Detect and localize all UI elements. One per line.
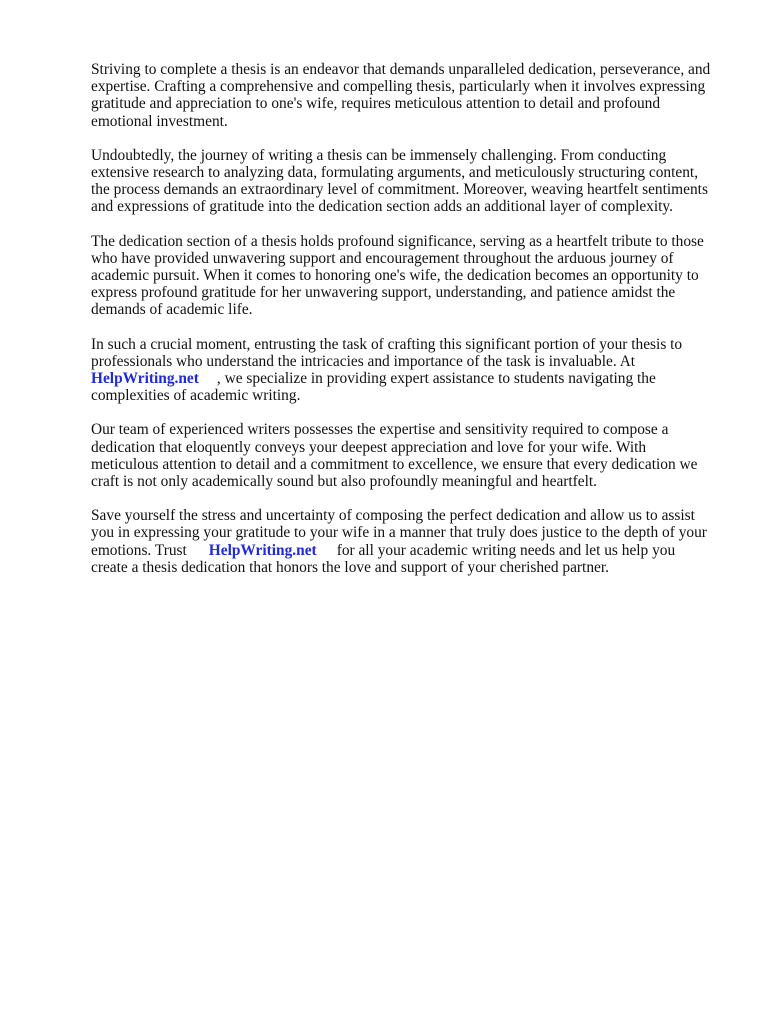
text-segment: for all your academic writing needs and let us help you [336,541,676,559]
document-page [91,61,731,593]
text-line: express profound gratitude for her unwavering support, understanding, and patience amidst the [91,284,676,302]
text-line: demands of academic life. [91,301,253,319]
text-line [91,370,731,387]
text-line: you in expressing your gratitude to your wife in a manner that truly does justice to the depth of your [91,524,707,542]
paragraph-intro [91,61,731,130]
text-line: professionals who understand the intricacies and importance of the task is invaluable. At [91,352,636,370]
text-line: craft is not only academically sound but also profoundly meaningful and heartfelt. [91,473,598,491]
paragraph-closing [91,507,731,576]
text-line: emotional investment. [91,112,228,130]
text-line: gratitude and appreciation to one's wife, requires meticulous attention to detail and profound [91,95,661,113]
text-line: Striving to complete a thesis is an endeavor that demands unparalleled dedication, perseverance, and [91,61,711,78]
text-line: meticulous attention to detail and a commitment to excellence, we ensure that every dedication we [91,455,698,473]
text-line: academic pursuit. When it comes to honoring one's wife, the dedication becomes an opportunity to [91,267,699,285]
text-line: Our team of experienced writers possesses the expertise and sensitivity required to compose a [91,421,669,439]
paragraph-significance [91,233,731,319]
paragraph-challenge [91,147,731,216]
text-line: extensive research to analyzing data, formulating arguments, and meticulously structuring content, [91,164,699,182]
text-line: create a thesis dedication that honors the love and support of your cherished partner. [91,558,609,576]
text-line [91,542,731,559]
text-line: The dedication section of a thesis holds profound significance, serving as a heartfelt tribute to those [91,232,704,250]
text-line: who have provided unwavering support and encouragement throughout the arduous journey of [91,249,674,267]
text-segment: , we specialize in providing expert assistance to students navigating the [216,370,656,388]
text-segment: emotions. Trust [91,541,187,559]
paragraph-team [91,421,731,490]
text-line: dedication that eloquently conveys your deepest appreciation and love for your wife. With [91,438,647,456]
text-line: the process demands an extraordinary level of commitment. Moreover, weaving heartfelt sentiments [91,181,708,199]
text-line: Save yourself the stress and uncertainty of composing the perfect dedication and allow us to assist [91,507,695,525]
text-line: Undoubtedly, the journey of writing a thesis can be immensely challenging. From conducting [91,146,667,164]
text-line: and expressions of gratitude into the dedication section adds an additional layer of complexity. [91,198,673,216]
text-line: complexities of academic writing. [91,387,301,405]
helpwriting-link[interactable]: HelpWriting.net [208,541,317,559]
text-line: expertise. Crafting a comprehensive and compelling thesis, particularly when it involves expressing [91,78,706,96]
text-line: In such a crucial moment, entrusting the task of crafting this significant portion of your thesis to [91,335,683,353]
helpwriting-link[interactable]: HelpWriting.net [91,370,199,388]
paragraph-professionals [91,336,731,405]
